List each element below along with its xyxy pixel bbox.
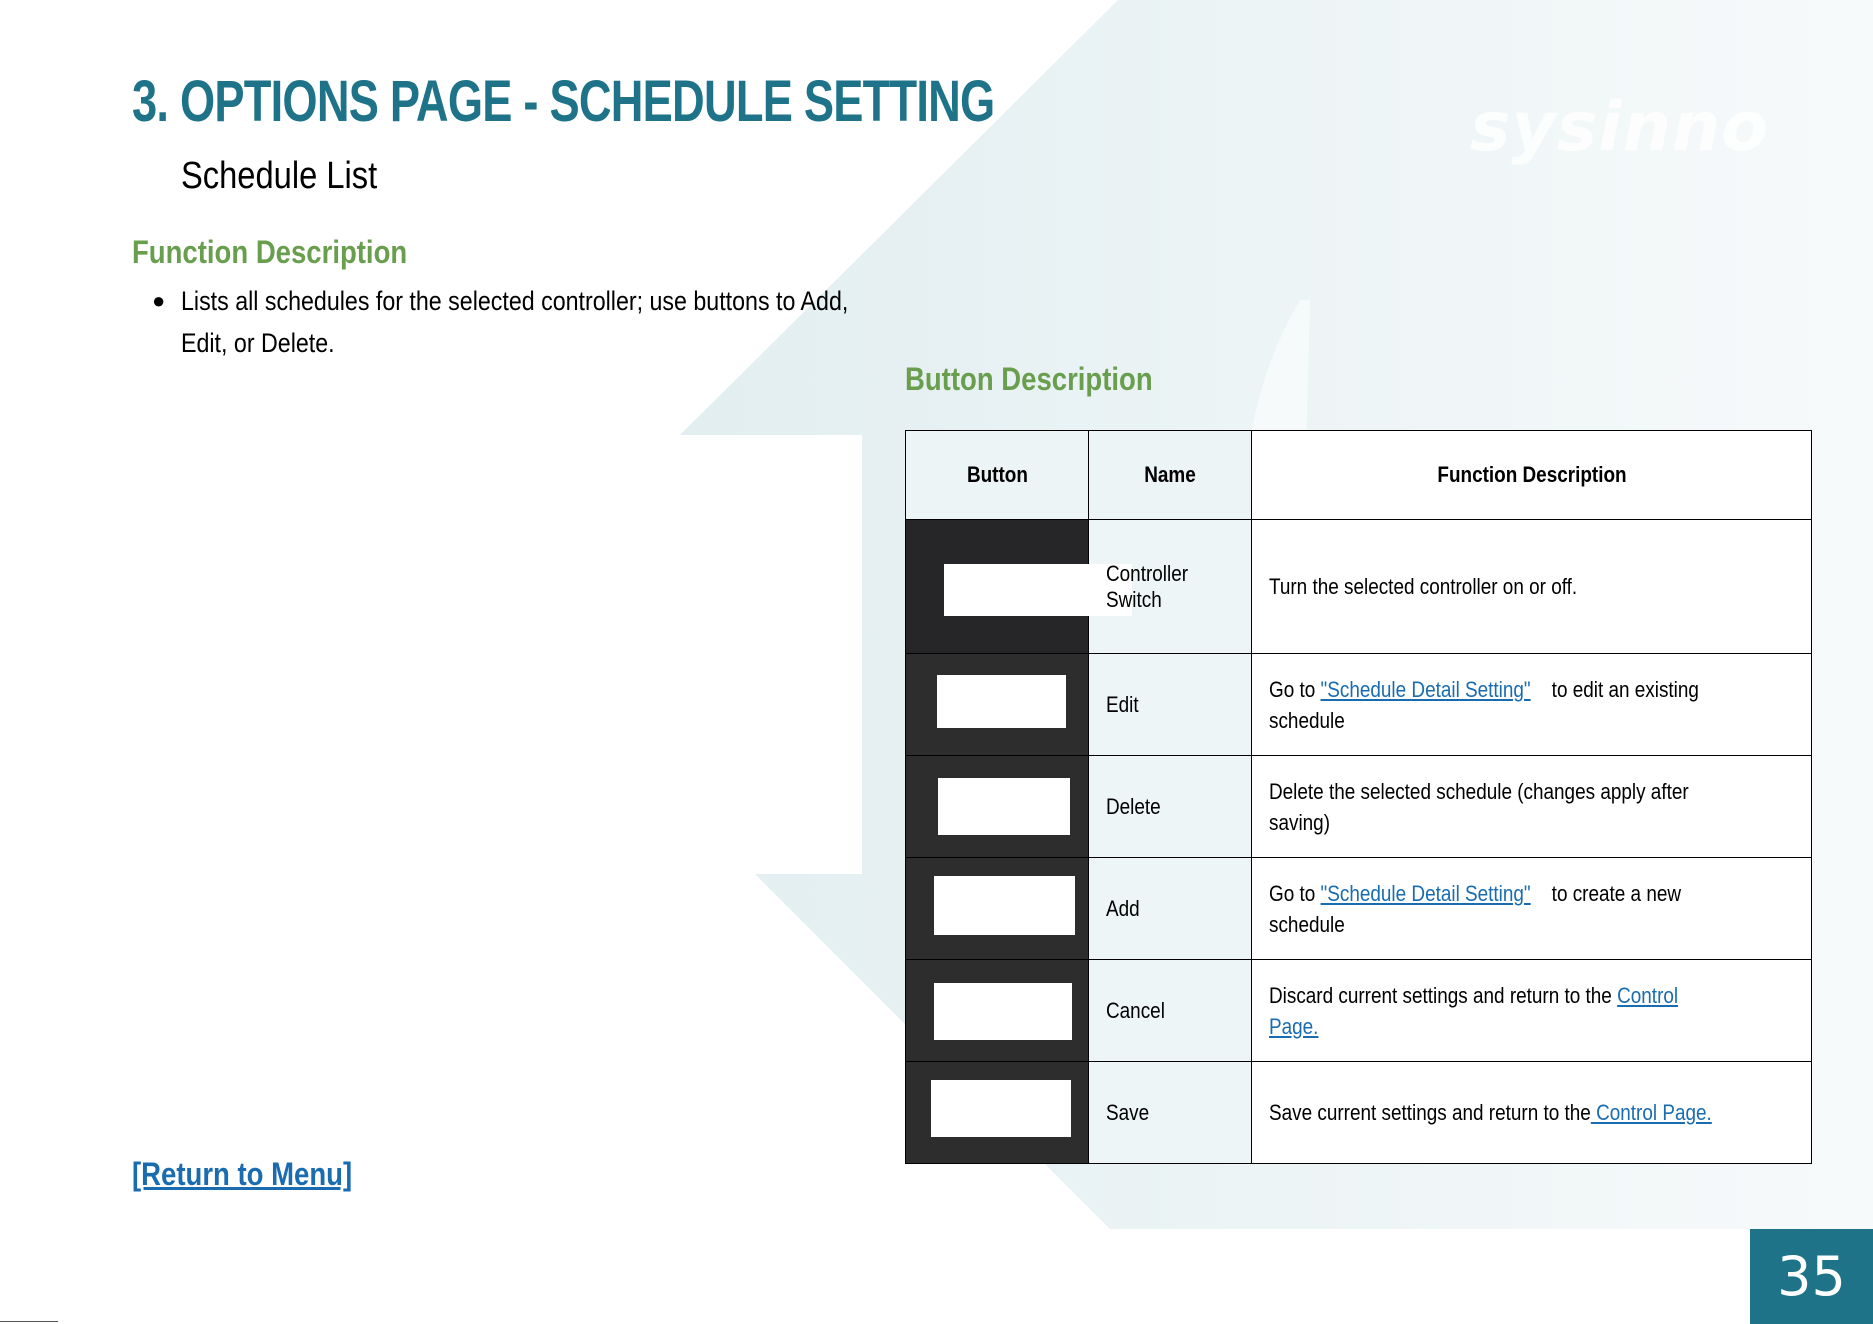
function-description-list bbox=[152, 280, 852, 364]
list-item bbox=[152, 280, 852, 364]
table-row bbox=[906, 960, 1812, 1062]
control-page-link[interactable]: Control Page. bbox=[1590, 1100, 1712, 1125]
button-desc-cell: Discard current settings and return to the Control Page. bbox=[1252, 960, 1812, 1062]
delete-button-image bbox=[938, 778, 1070, 835]
page-subtitle: Schedule List bbox=[181, 155, 378, 197]
button-desc-cell: Save current settings and return to the Control Page. bbox=[1252, 1062, 1812, 1164]
button-preview-cell bbox=[906, 1062, 1089, 1164]
button-preview-cell bbox=[906, 756, 1089, 858]
button-desc-cell: Go to "Schedule Detail Setting" to edit an existing schedule bbox=[1252, 654, 1812, 756]
button-name-cell: Cancel bbox=[1089, 960, 1252, 1062]
button-desc-cell: Turn the selected controller on or off. bbox=[1252, 520, 1812, 654]
table-row bbox=[906, 858, 1812, 960]
controller-switch-button-image bbox=[944, 564, 1132, 616]
page-title: 3. OPTIONS PAGE - SCHEDULE SETTING bbox=[132, 69, 995, 134]
control-page-link[interactable]: Control Page. bbox=[1269, 982, 1679, 1039]
button-name-cell: Save bbox=[1089, 1062, 1252, 1164]
button-name-cell: Delete bbox=[1089, 756, 1252, 858]
bullet-icon: ● bbox=[152, 288, 166, 313]
button-desc-cell: Go to "Schedule Detail Setting" to create a new schedule bbox=[1252, 858, 1812, 960]
button-preview-cell bbox=[906, 858, 1089, 960]
table-header-row bbox=[906, 431, 1812, 520]
bullet-text: Lists all schedules for the selected controller; use buttons to Add, Edit, or Delete. bbox=[181, 286, 849, 358]
button-description-heading: Button Description bbox=[905, 361, 1153, 397]
table-row bbox=[906, 520, 1812, 654]
table-row bbox=[906, 654, 1812, 756]
button-preview-cell bbox=[906, 960, 1089, 1062]
function-description-heading: Function Description bbox=[132, 234, 408, 270]
column-header-button: Button bbox=[906, 431, 1089, 520]
button-name-cell: Controller Switch bbox=[1089, 520, 1252, 654]
button-name-cell: Add bbox=[1089, 858, 1252, 960]
footer-divider bbox=[0, 1321, 58, 1322]
table-row bbox=[906, 756, 1812, 858]
add-button-image bbox=[934, 876, 1075, 935]
watermark-logo: sysinno bbox=[1470, 88, 1770, 167]
button-preview-cell bbox=[906, 520, 1089, 654]
table-row bbox=[906, 1062, 1812, 1164]
button-desc-cell: Delete the selected schedule (changes apply after saving) bbox=[1252, 756, 1812, 858]
page-number-badge: 35 bbox=[1750, 1229, 1873, 1324]
column-header-function-description: Function Description bbox=[1252, 431, 1812, 520]
button-name-cell: Edit bbox=[1089, 654, 1252, 756]
button-description-table bbox=[905, 430, 1812, 1164]
cancel-button-image bbox=[934, 983, 1072, 1040]
button-preview-cell bbox=[906, 654, 1089, 756]
edit-button-image bbox=[937, 675, 1066, 728]
return-to-menu-link[interactable]: [Return to Menu] bbox=[132, 1156, 353, 1192]
schedule-detail-setting-link[interactable]: "Schedule Detail Setting" bbox=[1320, 880, 1531, 906]
schedule-detail-setting-link[interactable]: "Schedule Detail Setting" bbox=[1320, 676, 1531, 702]
column-header-name: Name bbox=[1089, 431, 1252, 520]
save-button-image bbox=[931, 1080, 1071, 1137]
